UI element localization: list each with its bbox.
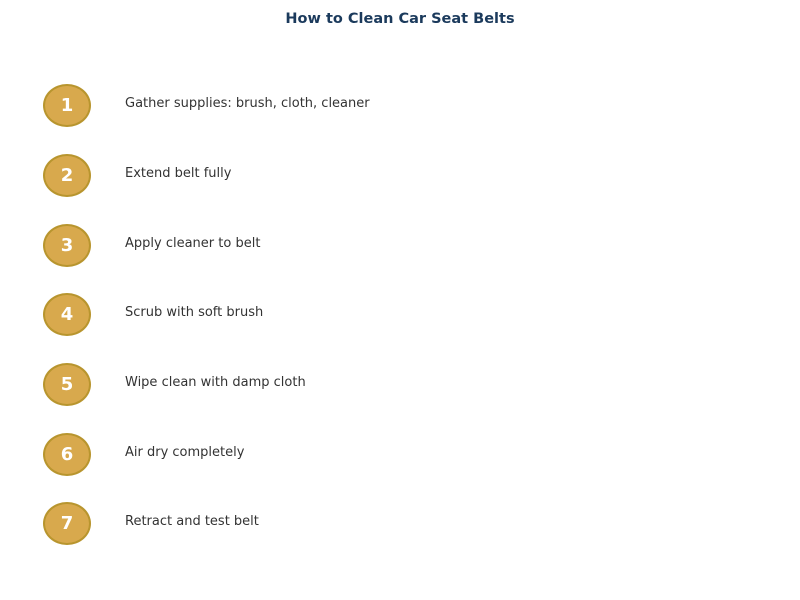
step-number-badge: 6 — [43, 433, 91, 476]
step-2 — [0, 154, 800, 198]
step-label: Air dry completely — [125, 445, 245, 460]
step-number-badge: 3 — [43, 224, 91, 267]
step-number-badge: 4 — [43, 293, 91, 336]
step-label: Gather supplies: brush, cloth, cleaner — [125, 96, 370, 111]
step-label: Apply cleaner to belt — [125, 236, 261, 251]
step-number-badge: 7 — [43, 502, 91, 545]
step-6 — [0, 433, 800, 477]
step-3 — [0, 224, 800, 268]
step-number-badge: 1 — [43, 84, 91, 127]
step-label: Wipe clean with damp cloth — [125, 375, 306, 390]
step-4 — [0, 293, 800, 337]
step-number-badge: 2 — [43, 154, 91, 197]
step-5 — [0, 363, 800, 407]
diagram-title: How to Clean Car Seat Belts — [285, 11, 515, 27]
step-1 — [0, 84, 800, 128]
step-label: Retract and test belt — [125, 514, 259, 529]
step-7 — [0, 502, 800, 546]
step-label: Scrub with soft brush — [125, 305, 264, 320]
step-label: Extend belt fully — [125, 166, 232, 181]
step-number-badge: 5 — [43, 363, 91, 406]
